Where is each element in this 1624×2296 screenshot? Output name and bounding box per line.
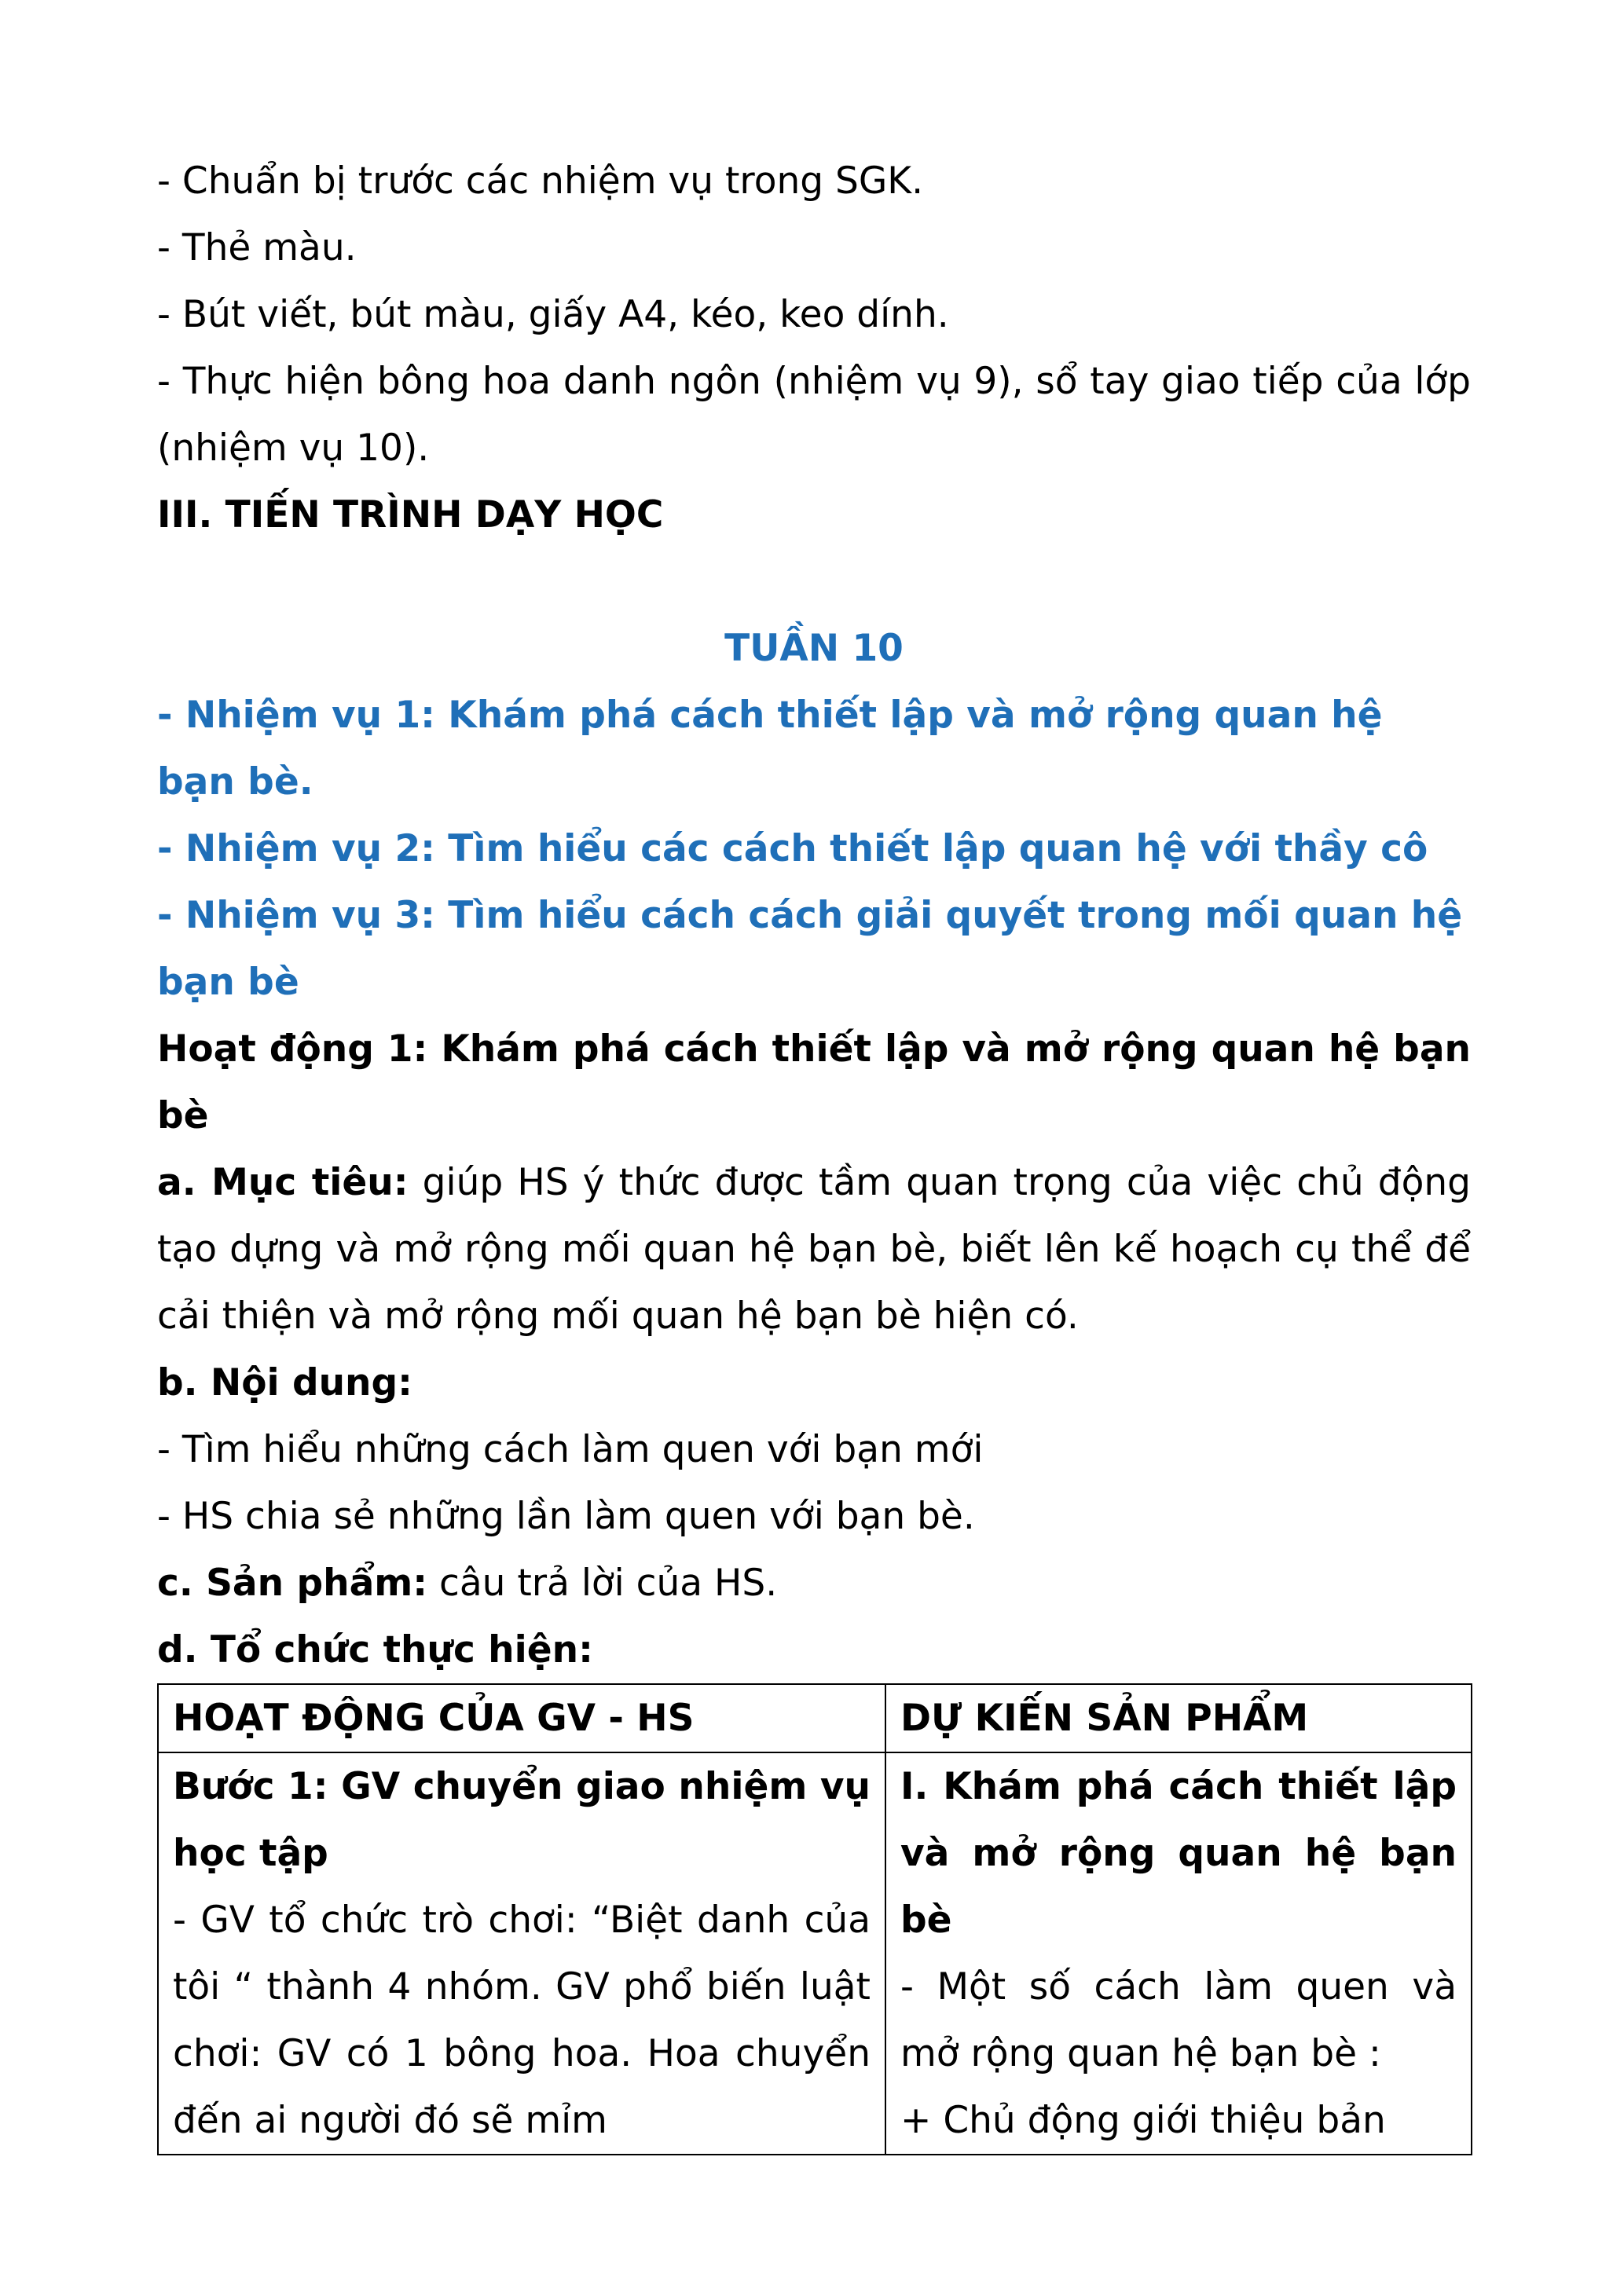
product-label: c. Sản phẩm: [157, 1562, 428, 1605]
organize-label: d. Tổ chức thực hiện: [157, 1628, 593, 1672]
step-1-text: - GV tổ chức trò chơi: “Biệt danh của tôi “ thành 4 nhóm. GV phổ biến luật chơi: GV có 1 bông hoa. Hoa chuyển đến ai người đó sẽ mỉm [173, 1899, 871, 2142]
task-1: - Nhiệm vụ 1: Khám phá cách thiết lập và mở rộng quan hệ bạn bè. [157, 694, 1383, 804]
material-item-3: - Bút viết, bút màu, giấy A4, kéo, keo dính. [157, 293, 949, 336]
product-section-title: I. Khám phá cách thiết lập và mở rộng quan hệ bạn bè [900, 1765, 1457, 1942]
objective-label: a. Mục tiêu: [157, 1161, 409, 1204]
product-text: câu trả lời của HS. [427, 1562, 778, 1605]
step-1-title: Bước 1: GV chuyển giao nhiệm vụ học tập [173, 1765, 871, 1875]
blank-line [157, 548, 1471, 615]
table-header-product: DỰ KIẾN SẢN PHẨM [885, 1684, 1472, 1752]
table-cell-product [885, 1752, 1472, 2155]
week-title: TUẦN 10 [724, 627, 904, 670]
task-3: - Nhiệm vụ 3: Tìm hiểu cách cách giải quyết trong mối quan hệ bạn bè [157, 894, 1463, 1004]
content-item-2: - HS chia sẻ những lần làm quen với bạn bè. [157, 1495, 975, 1538]
activity-title: Hoạt động 1: Khám phá cách thiết lập và mở rộng quan hệ bạn bè [157, 1027, 1471, 1137]
material-item-1: - Chuẩn bị trước các nhiệm vụ trong SGK. [157, 159, 924, 203]
task-2: - Nhiệm vụ 2: Tìm hiểu các cách thiết lập quan hệ với thầy cô [157, 827, 1428, 870]
objective-text: giúp HS ý thức được tầm quan trọng của việc chủ động tạo dựng và mở rộng mối quan hệ bạn bè, biết lên kế hoạch cụ thể để cải thiện và mở rộng mối quan hệ bạn bè hiện có. [157, 1161, 1471, 1338]
table-header-row [158, 1684, 1472, 1752]
section-heading: III. TIẾN TRÌNH DẠY HỌC [157, 493, 664, 536]
activity-table [157, 1683, 1472, 2155]
product-text-1: - Một số cách làm quen và mở rộng quan hệ bạn bè : [900, 1965, 1457, 2075]
product-text-2: + Chủ động giới thiệu bản [900, 2099, 1386, 2142]
material-item-4: - Thực hiện bông hoa danh ngôn (nhiệm vụ 9), sổ tay giao tiếp của lớp (nhiệm vụ 10). [157, 360, 1471, 470]
objective-paragraph [157, 1149, 1471, 1349]
document-page [157, 148, 1471, 2155]
table-cell-activity [158, 1752, 885, 2155]
table-header-activity: HOẠT ĐỘNG CỦA GV - HS [158, 1684, 885, 1752]
table-row [158, 1752, 1472, 2155]
content-label: b. Nội dung: [157, 1361, 412, 1404]
material-item-2: - Thẻ màu. [157, 226, 357, 269]
content-item-1: - Tìm hiểu những cách làm quen với bạn mới [157, 1428, 984, 1471]
product-paragraph [157, 1550, 1471, 1617]
